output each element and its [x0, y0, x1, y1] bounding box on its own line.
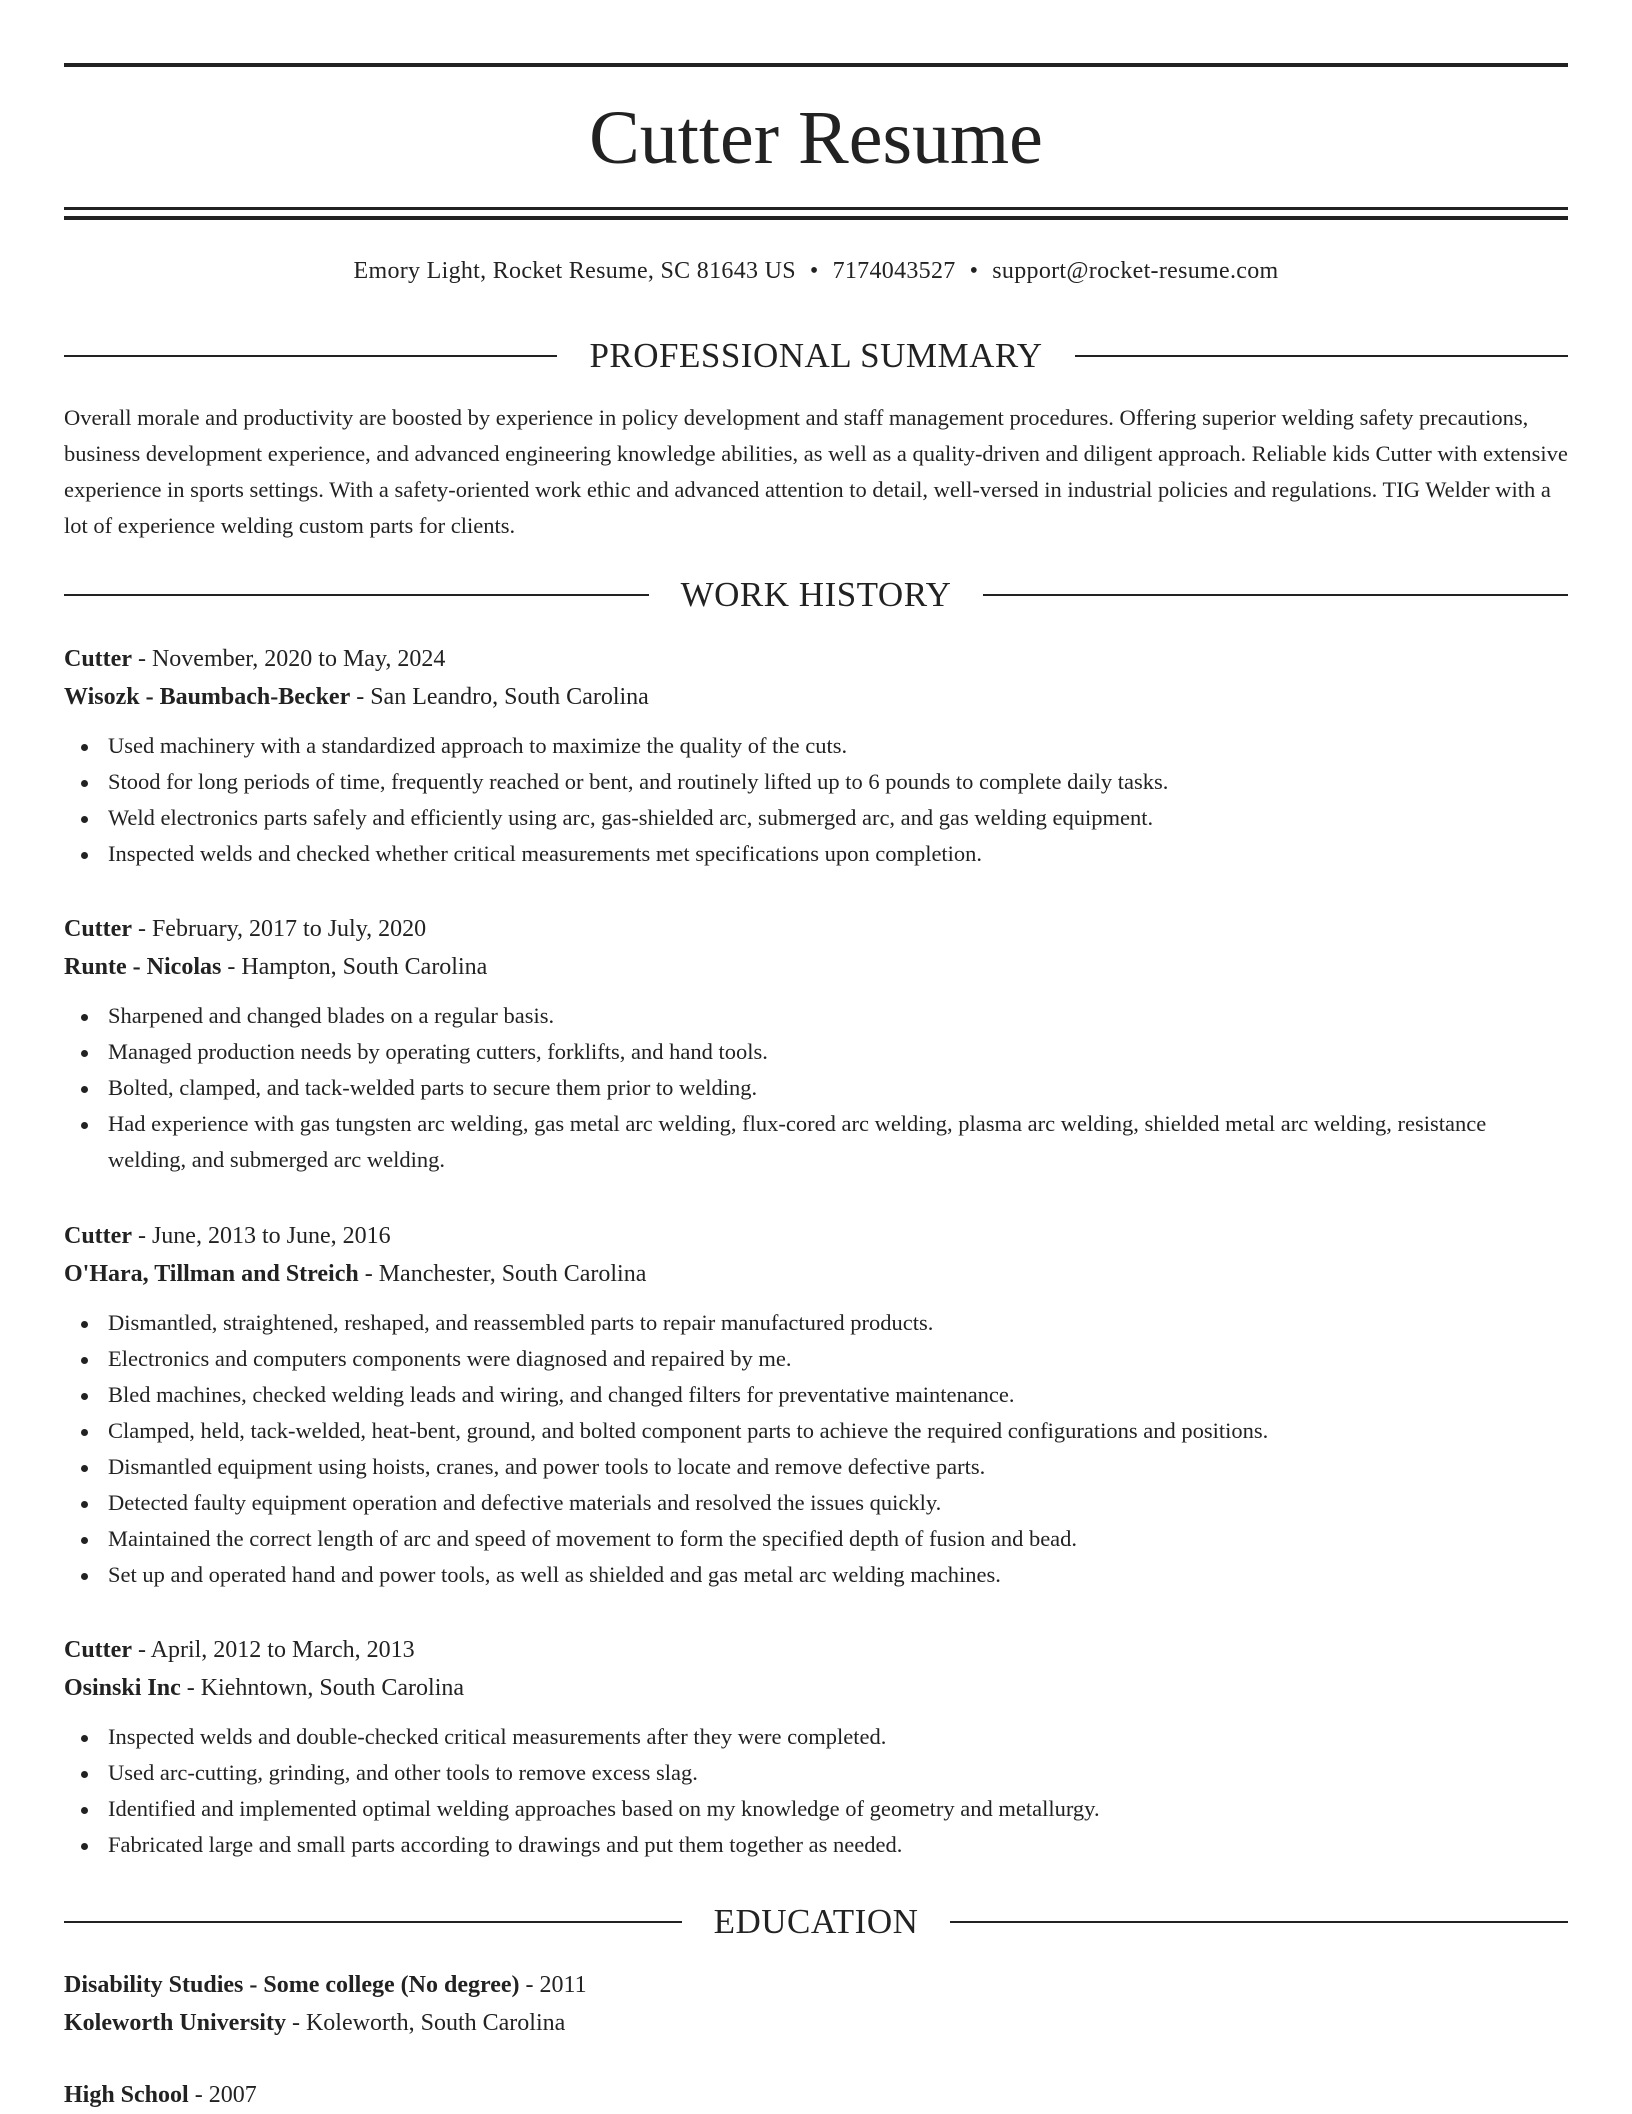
job-bullet	[64, 728, 1568, 764]
job-bullet	[64, 1034, 1568, 1070]
job-bullet	[64, 1106, 1568, 1178]
section-title: WORK HISTORY	[680, 575, 952, 614]
job-bullet	[64, 836, 1568, 872]
bullet-text: Sharpened and changed blades on a regular basis.	[108, 1003, 555, 1028]
bullet-text: Inspected welds and double-checked critical measurements after they were completed.	[108, 1724, 887, 1749]
job-company: Runte - Nicolas	[64, 954, 222, 980]
bullet-dot	[81, 1086, 88, 1093]
contact-phone: 7174043527	[832, 258, 956, 284]
bullet-text: Clamped, held, tack-welded, heat-bent, ground, and bolted component parts to achieve the required configurations and positions.	[108, 1418, 1269, 1443]
bullet-text: Identified and implemented optimal welding approaches based on my knowledge of geometry and metallurgy.	[108, 1796, 1100, 1821]
job-title-row	[64, 640, 1568, 678]
contact-address: Emory Light, Rocket Resume, SC 81643 US	[353, 258, 796, 284]
education-degree: Disability Studies - Some college (No degree)	[64, 1972, 520, 1998]
job-bullets	[64, 998, 1568, 1178]
education-degree-row	[64, 1966, 1568, 2004]
section-title: PROFESSIONAL SUMMARY	[589, 336, 1043, 375]
heading-rule-right	[950, 1921, 1568, 1923]
bullet-dot	[81, 1465, 88, 1472]
summary-text: Overall morale and productivity are boosted by experience in policy development and staff management procedures. Offering superior welding safety precautions, business development experience, and advanced engineering knowledge abilities, as well as a quality-driven and diligent approach. Reliable kids Cutter with extensive experience in sports settings. With a safety-oriented work ethic and advanced attention to detail, well-versed in industrial policies and regulations. TIG Welder with a lot of experience welding custom parts for clients.	[64, 405, 1568, 538]
bullet-dot	[81, 744, 88, 751]
job-dates: - June, 2013 to June, 2016	[131, 1223, 391, 1249]
job-bullet	[64, 998, 1568, 1034]
education-entry	[64, 1966, 1568, 2042]
bullet-dot	[81, 1843, 88, 1850]
job-title-row	[64, 910, 1568, 948]
job-title: Cutter	[64, 646, 132, 672]
section-title: EDUCATION	[713, 1902, 919, 1941]
bullet-dot	[81, 1357, 88, 1364]
heading-rule-right	[983, 594, 1568, 596]
job-entry	[64, 910, 1568, 1178]
job-dates: - February, 2017 to July, 2020	[131, 916, 427, 942]
job-title: Cutter	[64, 916, 132, 942]
job-bullet	[64, 1485, 1568, 1521]
contact-email: support@rocket-resume.com	[992, 258, 1279, 284]
job-dates: - November, 2020 to May, 2024	[131, 646, 446, 672]
bullet-dot	[81, 1501, 88, 1508]
job-bullets	[64, 1719, 1568, 1863]
job-location: - Hampton, South Carolina	[221, 954, 488, 980]
job-entry	[64, 1217, 1568, 1593]
job-bullet	[64, 1070, 1568, 1106]
job-company-row	[64, 678, 1568, 716]
job-bullet	[64, 1449, 1568, 1485]
job-entry	[64, 640, 1568, 872]
contact-separator: •	[969, 258, 979, 284]
bullet-text: Bolted, clamped, and tack-welded parts to secure them prior to welding.	[108, 1075, 758, 1100]
education-degree-row	[64, 2076, 1568, 2114]
top-rule	[64, 63, 1568, 67]
bullet-dot	[81, 1735, 88, 1742]
job-bullet	[64, 1413, 1568, 1449]
job-bullet	[64, 1521, 1568, 1557]
heading-rule-left	[64, 594, 649, 596]
education-location: - Koleworth, South Carolina	[285, 2010, 566, 2036]
job-bullet	[64, 1305, 1568, 1341]
bullet-dot	[81, 852, 88, 859]
job-company: Wisozk - Baumbach-Becker	[64, 684, 351, 710]
job-title-row	[64, 1631, 1568, 1669]
job-bullet	[64, 800, 1568, 836]
job-bullet	[64, 1755, 1568, 1791]
bullet-dot	[81, 780, 88, 787]
bullet-text: Electronics and computers components were diagnosed and repaired by me.	[108, 1346, 792, 1371]
job-bullet	[64, 1377, 1568, 1413]
heading-rule-right	[1075, 355, 1568, 357]
bullet-dot	[81, 1321, 88, 1328]
education-year: - 2007	[188, 2082, 257, 2108]
job-location: - Kiehntown, South Carolina	[180, 1675, 465, 1701]
bullet-text: Dismantled, straightened, reshaped, and reassembled parts to repair manufactured products.	[108, 1310, 934, 1335]
job-bullet	[64, 1791, 1568, 1827]
title-rule-lower	[64, 216, 1568, 220]
job-location: - Manchester, South Carolina	[358, 1261, 647, 1287]
work-history-heading	[64, 575, 1568, 615]
bullet-text: Weld electronics parts safely and efficiently using arc, gas-shielded arc, submerged arc, and gas welding equipment.	[108, 805, 1154, 830]
bullet-dot	[81, 1807, 88, 1814]
summary-heading	[64, 336, 1568, 376]
job-entry	[64, 1631, 1568, 1863]
bullet-dot	[81, 816, 88, 823]
job-bullet	[64, 1719, 1568, 1755]
education-year: - 2011	[519, 1972, 587, 1998]
bullet-text: Used arc-cutting, grinding, and other tools to remove excess slag.	[108, 1760, 698, 1785]
bullet-text: Inspected welds and checked whether critical measurements met specifications upon completion.	[108, 841, 983, 866]
job-company: O'Hara, Tillman and Streich	[64, 1261, 359, 1287]
job-bullet	[64, 1827, 1568, 1863]
bullet-text: Stood for long periods of time, frequently reached or bent, and routinely lifted up to 6 pounds to complete daily tasks.	[108, 769, 1169, 794]
contact-separator: •	[809, 258, 819, 284]
bullet-text: Dismantled equipment using hoists, cranes, and power tools to locate and remove defective parts.	[108, 1454, 986, 1479]
job-company-row	[64, 1669, 1568, 1707]
bullet-dot	[81, 1429, 88, 1436]
contact-line	[64, 256, 1568, 286]
bullet-text: Detected faulty equipment operation and defective materials and resolved the issues quickly.	[108, 1490, 942, 1515]
job-company-row	[64, 948, 1568, 986]
bullet-dot	[81, 1573, 88, 1580]
bullet-dot	[81, 1771, 88, 1778]
bullet-dot	[81, 1014, 88, 1021]
bullet-dot	[81, 1393, 88, 1400]
bullet-dot	[81, 1537, 88, 1544]
title-rule-upper	[64, 207, 1568, 210]
job-title-row	[64, 1217, 1568, 1255]
bullet-text: Bled machines, checked welding leads and wiring, and changed filters for preventative maintenance.	[108, 1382, 1015, 1407]
job-company-row	[64, 1255, 1568, 1293]
job-location: - San Leandro, South Carolina	[350, 684, 649, 710]
education-school: Koleworth University	[64, 2010, 286, 2036]
heading-rule-left	[64, 355, 557, 357]
education-entry	[64, 2076, 1568, 2114]
page-title: Cutter Resume	[589, 96, 1043, 180]
job-company: Osinski Inc	[64, 1675, 181, 1701]
bullet-text: Fabricated large and small parts according to drawings and put them together as needed.	[108, 1832, 903, 1857]
bullet-dot	[81, 1050, 88, 1057]
education-heading	[64, 1902, 1568, 1942]
bullet-dot	[81, 1122, 88, 1129]
education-degree: High School	[64, 2082, 189, 2108]
job-dates: - April, 2012 to March, 2013	[131, 1637, 415, 1663]
education-school-row	[64, 2004, 1568, 2042]
bullet-text: Managed production needs by operating cutters, forklifts, and hand tools.	[108, 1039, 768, 1064]
bullet-text: Maintained the correct length of arc and speed of movement to form the specified depth of fusion and bead.	[108, 1526, 1078, 1551]
job-bullet	[64, 1557, 1568, 1593]
bullet-text: Had experience with gas tungsten arc welding, gas metal arc welding, flux-cored arc welding, plasma arc welding, shielded metal arc welding, resistance welding, and submerged arc welding.	[108, 1111, 1487, 1172]
job-bullets	[64, 1305, 1568, 1593]
job-title: Cutter	[64, 1637, 132, 1663]
job-bullet	[64, 1341, 1568, 1377]
bullet-text: Set up and operated hand and power tools, as well as shielded and gas metal arc welding machines.	[108, 1562, 1001, 1587]
job-bullet	[64, 764, 1568, 800]
job-title: Cutter	[64, 1223, 132, 1249]
bullet-text: Used machinery with a standardized approach to maximize the quality of the cuts.	[108, 733, 848, 758]
job-bullets	[64, 728, 1568, 872]
heading-rule-left	[64, 1921, 682, 1923]
